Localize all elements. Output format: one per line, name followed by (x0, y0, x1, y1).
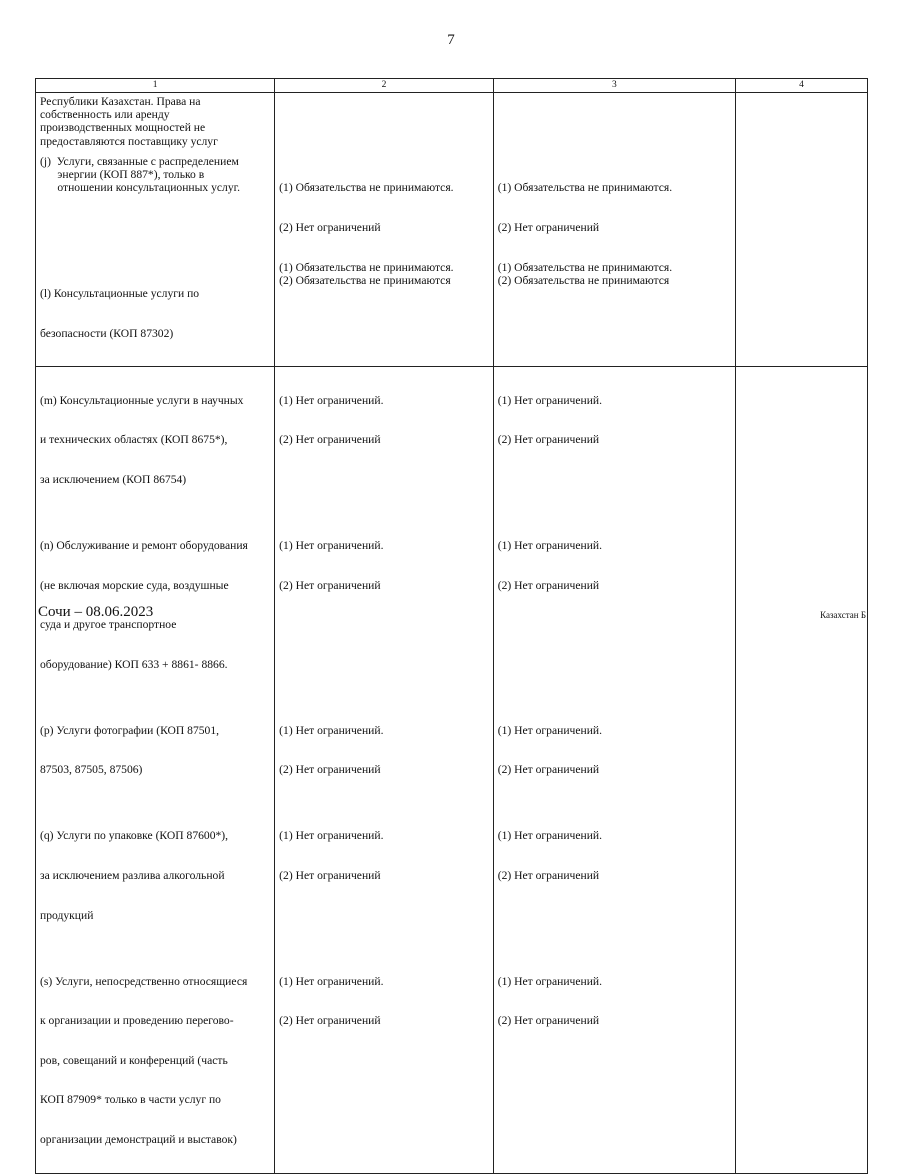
table-row (36, 803, 868, 948)
sector-cell (36, 367, 275, 513)
header-col-4: 4 (736, 79, 868, 93)
additional-commitments-cell (736, 948, 868, 1173)
national-treatment-cell (493, 803, 735, 948)
commitment-text: (2) Нет ограничений (279, 1014, 381, 1028)
national-treatment-cell (493, 697, 735, 803)
table-row (36, 93, 868, 156)
sector-text: ров, совещаний и конференций (часть (40, 1053, 228, 1067)
commitment-text: (1) Нет ограничений. (279, 829, 384, 843)
sector-text: за исключением (КОП 86754) (40, 472, 187, 486)
sector-text: организации демонстраций и выставок) (40, 1133, 237, 1147)
commitment-text: (2) Обязательства не принимаются (279, 273, 451, 287)
national-treatment-cell (493, 93, 735, 156)
sector-text: отношении консультационных услуг. (40, 181, 240, 195)
additional-commitments-cell (736, 697, 868, 803)
table-header-row (36, 79, 868, 93)
commitment-text: (1) Нет ограничений. (279, 538, 384, 552)
commitment-text: (1) Нет ограничений. (497, 974, 603, 988)
sector-text: безопасности (КОП 87302) (40, 326, 174, 340)
market-access-cell (275, 93, 494, 156)
table-row (36, 948, 868, 1173)
sector-text: (m) Консультационные услуги в научных (40, 393, 244, 407)
commitment-text: (2) Нет ограничений (279, 763, 381, 777)
table-row (36, 367, 868, 513)
commitment-text: (2) Нет ограничений (497, 433, 600, 447)
sector-text: (n) Обслуживание и ремонт оборудования (40, 538, 248, 552)
national-treatment-cell (493, 155, 735, 261)
national-treatment-cell (493, 512, 735, 697)
sector-text: за исключением разлива алкогольной (40, 868, 225, 882)
sector-cell (36, 803, 275, 948)
sector-cell (36, 948, 275, 1173)
commitment-text: (2) Нет ограничений (497, 868, 600, 882)
sector-text: (s) Услуги, непосредственно относящиеся (40, 974, 248, 988)
sector-text: собственность или аренду (40, 108, 170, 122)
additional-commitments-cell (736, 803, 868, 948)
table-row (36, 261, 868, 367)
sector-text: к организации и проведению перегово- (40, 1014, 234, 1028)
market-access-cell (275, 155, 494, 261)
sector-text: оборудование) КОП 633 + 8861- 8866. (40, 657, 228, 671)
commitment-text: (2) Обязательства не принимаются (497, 273, 670, 287)
commitment-text: (1) Нет ограничений. (279, 723, 384, 737)
commitment-text: (2) Нет ограничений (279, 578, 381, 592)
header-col-3: 3 (493, 79, 735, 93)
commitment-text: (2) Нет ограничений (497, 578, 600, 592)
additional-commitments-cell (736, 261, 868, 367)
header-col-1: 1 (36, 79, 275, 93)
commitment-text: (2) Нет ограничений (279, 221, 381, 235)
national-treatment-cell (493, 261, 735, 367)
commitment-text: (2) Нет ограничений (497, 763, 600, 777)
footer-date: Сочи – 08.06.2023 (38, 604, 154, 620)
commitment-text: (1) Обязательства не принимаются. (497, 260, 673, 274)
table-row (36, 155, 868, 261)
market-access-cell (275, 803, 494, 948)
commitment-text: (1) Нет ограничений. (497, 829, 603, 843)
sector-text: Республики Казахстан. Права на (40, 95, 201, 108)
additional-commitments-cell (736, 367, 868, 513)
sector-text: и технических областях (КОП 8675*), (40, 433, 228, 447)
table-row (36, 697, 868, 803)
sector-text: КОП 87909* только в части услуг по (40, 1093, 221, 1107)
commitment-text: (2) Нет ограничений (497, 1014, 600, 1028)
commitment-text: (1) Нет ограничений. (279, 974, 384, 988)
commitment-text: (1) Нет ограничений. (497, 723, 603, 737)
additional-commitments-cell (736, 93, 868, 156)
sector-text: (l) Консультационные услуги по (40, 287, 200, 301)
commitment-text: (1) Обязательства не принимаются. (279, 181, 454, 195)
market-access-cell (275, 948, 494, 1173)
commitment-text: (2) Нет ограничений (279, 868, 381, 882)
sector-text: (не включая морские суда, воздушные (40, 578, 229, 592)
market-access-cell (275, 512, 494, 697)
additional-commitments-cell (736, 512, 868, 697)
sector-cell (36, 697, 275, 803)
sector-text: производственных мощностей не (40, 121, 206, 135)
sector-cell (36, 155, 275, 261)
sector-cell (36, 93, 275, 156)
sector-text: продукций (40, 908, 94, 922)
market-access-cell (275, 367, 494, 513)
sector-text: суда и другое транспортное (40, 618, 177, 632)
page-number: 7 (447, 32, 455, 48)
national-treatment-cell (493, 948, 735, 1173)
header-col-2: 2 (275, 79, 494, 93)
sector-text: (p) Услуги фотографии (КОП 87501, (40, 723, 220, 737)
commitment-text: (1) Нет ограничений. (497, 393, 603, 407)
commitments-table (35, 78, 868, 1174)
sector-text: (j) Услуги, связанные с распределением (40, 155, 239, 168)
commitment-text: (2) Нет ограничений (497, 221, 600, 235)
market-access-cell (275, 261, 494, 367)
commitment-text: (1) Нет ограничений. (497, 538, 603, 552)
footer-country: Казахстан Б (820, 610, 866, 620)
sector-text: предоставляются поставщику услуг (40, 134, 218, 148)
sector-text: 87503, 87505, 87506) (40, 763, 143, 777)
commitment-text: (1) Обязательства не принимаются. (497, 181, 673, 195)
sector-cell (36, 261, 275, 367)
sector-text: (q) Услуги по упаковке (КОП 87600*), (40, 829, 229, 843)
commitment-text: (2) Нет ограничений (279, 433, 381, 447)
market-access-cell (275, 697, 494, 803)
commitment-text: (1) Обязательства не принимаются. (279, 260, 454, 274)
national-treatment-cell (493, 367, 735, 513)
additional-commitments-cell (736, 155, 868, 261)
commitment-text: (1) Нет ограничений. (279, 393, 384, 407)
table-row (36, 512, 868, 697)
sector-text: энергии (КОП 887*), только в (40, 168, 205, 182)
